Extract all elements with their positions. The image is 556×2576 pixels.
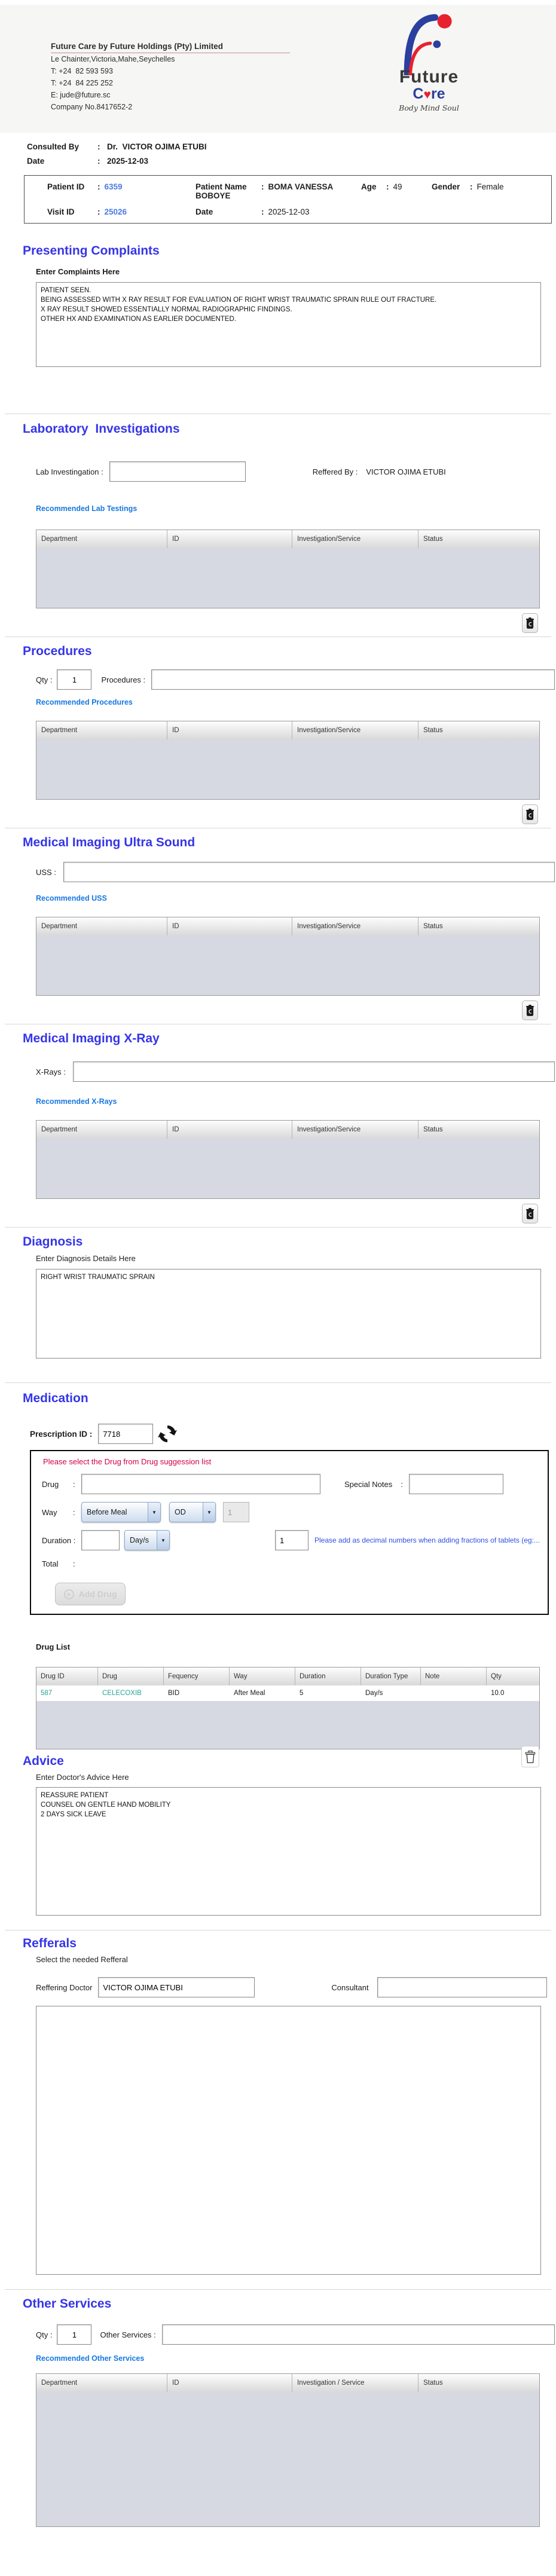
lab-header-department: Department (36, 530, 167, 548)
procedures-qty-input[interactable] (57, 669, 91, 690)
other-services-input[interactable] (162, 2324, 555, 2345)
medication-heading: Medication (23, 1391, 88, 1405)
xray-field-label: X-Rays : (36, 1067, 66, 1076)
prescription-id-label: Prescription ID : (30, 1429, 93, 1439)
procedures-field-label: Procedures : (101, 675, 146, 684)
frequency-dropdown-value: OD (175, 1508, 186, 1516)
special-notes-label: Special Notes (344, 1479, 393, 1489)
patient-name-value: BOMA VANESSA BOBOYE (195, 182, 333, 200)
chevron-down-icon: ▼ (157, 1531, 169, 1550)
lab-delete-button[interactable] (522, 613, 538, 633)
other-header-department: Department (36, 2374, 167, 2392)
complaints-label: Enter Complaints Here (36, 267, 120, 276)
xray-heading: Medical Imaging X-Ray (23, 1032, 160, 1045)
referrals-heading: Refferals (23, 1936, 77, 1950)
consult-date-row: Date : 2025-12-03 (27, 157, 149, 166)
chevron-down-icon: ▼ (148, 1503, 160, 1522)
xray-table-empty-body (36, 1139, 539, 1198)
patient-age-field: Age : 49 (361, 182, 402, 191)
other-services-qty-label: Qty : (36, 2330, 53, 2339)
drug-header-way: Way (230, 1668, 295, 1685)
procedures-heading: Procedures (23, 644, 92, 658)
company-address: Le Chainter,Victoria,Mahe,Seychelles (51, 55, 175, 63)
way-label: Way (42, 1507, 57, 1517)
drug-list-table (36, 1667, 540, 1749)
uss-table (36, 917, 540, 996)
patient-info-box (24, 175, 552, 224)
visit-date-value: 2025-12-03 (268, 207, 310, 216)
drug-cell-duration-type: Day/s (361, 1685, 421, 1701)
uss-heading: Medical Imaging Ultra Sound (23, 836, 195, 849)
procedures-header-id: ID (167, 721, 292, 739)
lab-header-status: Status (418, 530, 539, 548)
drug-header-qty: Qty (487, 1668, 539, 1685)
patient-id-label: Patient ID (47, 182, 85, 191)
trash-icon (526, 617, 534, 629)
refresh-icon[interactable] (158, 1424, 177, 1443)
xray-input[interactable] (73, 1061, 555, 1082)
duration-label: Duration : (42, 1535, 76, 1545)
xray-header-id: ID (167, 1121, 292, 1139)
page-header (0, 5, 556, 133)
patient-gender-field: Gender : Female (432, 182, 504, 191)
lab-header-investigation: Investigation/Service (292, 530, 418, 548)
advice-heading: Advice (23, 1754, 64, 1768)
other-header-status: Status (418, 2374, 539, 2392)
company-info (51, 42, 290, 133)
advice-label: Enter Doctor's Advice Here (36, 1773, 129, 1782)
trash-icon (526, 1207, 534, 1220)
trash-icon (526, 808, 534, 821)
procedures-header-investigation: Investigation/Service (292, 721, 418, 739)
drug-table-empty-area (36, 1701, 539, 1749)
diagnosis-textarea[interactable] (36, 1269, 541, 1359)
patient-age-label: Age (361, 182, 377, 191)
visit-date-field: Date : 2025-12-03 (195, 207, 310, 216)
uss-header-department: Department (36, 917, 167, 935)
drug-suggestion-warning: Please select the Drug from Drug suggession list (43, 1457, 212, 1466)
procedures-table-empty-body (36, 739, 539, 799)
trash-icon (526, 1004, 534, 1017)
diagnosis-heading: Diagnosis (23, 1235, 83, 1249)
drug-cell-duration: 5 (295, 1685, 361, 1701)
company-registration-number: Company No.8417652-2 (51, 103, 133, 111)
patient-age-value: 49 (393, 182, 402, 191)
reffering-doctor-label: Reffering Doctor (36, 1983, 93, 1992)
add-drug-button[interactable] (55, 1583, 126, 1605)
uss-table-empty-body (36, 935, 539, 995)
recommended-other-services-link[interactable]: Recommended Other Services (36, 2354, 145, 2363)
company-logo (374, 11, 484, 133)
drug-cell-qty: 10.0 (487, 1685, 539, 1701)
section-divider (5, 1227, 551, 1228)
uss-input[interactable] (63, 862, 555, 882)
recommended-uss-link[interactable]: Recommended USS (36, 894, 107, 902)
lab-header-id: ID (167, 530, 292, 548)
recommended-xrays-link[interactable]: Recommended X-Rays (36, 1097, 117, 1106)
other-header-investigation: Investigation / Service (292, 2374, 418, 2392)
drug-header-note: Note (421, 1668, 487, 1685)
drug-header-drug: Drug (98, 1668, 164, 1685)
procedures-header-department: Department (36, 721, 167, 739)
visit-id-label: Visit ID (47, 207, 75, 216)
meal-dropdown-value: Before Meal (87, 1508, 127, 1516)
dose-input[interactable] (223, 1502, 249, 1522)
special-notes-input[interactable] (409, 1474, 503, 1494)
lab-reffered-value: VICTOR OJIMA ETUBI (366, 467, 446, 476)
section-divider (5, 1930, 551, 1931)
add-drug-label: Add Drug (78, 1589, 117, 1599)
consultant-input[interactable] (377, 1977, 547, 1997)
complaints-textarea[interactable] (36, 282, 541, 367)
presenting-complaints-heading: Presenting Complaints (23, 244, 160, 258)
section-divider (5, 1382, 551, 1383)
patient-name-field: Patient Name : BOMA VANESSA BOBOYE (195, 182, 333, 200)
drug-cell-id: 587 (36, 1685, 98, 1701)
drug-header-id: Drug ID (36, 1668, 98, 1685)
other-services-qty-input[interactable] (57, 2324, 91, 2345)
company-phone-1: T: +24 82 593 593 (51, 67, 113, 75)
duration-input[interactable] (81, 1530, 120, 1550)
lab-table-empty-body (36, 548, 539, 608)
drug-cell-frequency: BID (164, 1685, 230, 1701)
consulted-by-row: Consulted By : Dr. VICTOR OJIMA ETUBI (27, 142, 207, 151)
xray-header-department: Department (36, 1121, 167, 1139)
company-phone-2: T: +24 84 225 252 (51, 79, 113, 87)
lab-field-label: Lab Investingation : (36, 467, 103, 476)
patient-id-value: 6359 (104, 182, 123, 191)
lab-reffered-label: Reffered By : (312, 467, 358, 476)
lab-table (36, 530, 540, 608)
prescription-id-input[interactable] (98, 1424, 153, 1444)
drug-cell-drug: CELECOXIB (98, 1685, 164, 1701)
logo-tagline: Body Mind Soul (399, 103, 459, 112)
uss-header-id: ID (167, 917, 292, 935)
patient-gender-label: Gender (432, 182, 460, 191)
referrals-label: Select the needed Refferal (36, 1955, 128, 1964)
drug-label: Drug (42, 1479, 59, 1489)
meal-dropdown[interactable] (81, 1502, 161, 1522)
company-name: Future Care by Future Holdings (Pty) Limited (51, 42, 290, 53)
uss-field-label: USS : (36, 867, 56, 877)
xray-delete-button[interactable] (522, 1204, 538, 1223)
patient-id-field: Patient ID : 6359 (47, 182, 123, 191)
chevron-down-icon: ▼ (203, 1503, 215, 1522)
advice-textarea[interactable] (36, 1787, 541, 1916)
trash-outline-icon (525, 1750, 536, 1764)
recommended-procedures-link[interactable]: Recommended Procedures (36, 698, 133, 706)
uss-header-status: Status (418, 917, 539, 935)
recommended-lab-testings-link[interactable]: Recommended Lab Testings (36, 504, 138, 513)
procedures-table (36, 721, 540, 800)
xray-header-status: Status (418, 1121, 539, 1139)
procedures-input[interactable] (151, 669, 555, 690)
other-header-id: ID (167, 2374, 292, 2392)
other-services-heading: Other Services (23, 2297, 112, 2311)
drug-cell-way: After Meal (230, 1685, 295, 1701)
drug-list-label: Drug List (36, 1642, 71, 1651)
visit-id-field: Visit ID : 25026 (47, 207, 127, 216)
drug-entry-panel: Please select the Drug from Drug suggession list Drug : Special Notes : Way : Before Meal ▼ OD ▼ 1 Duration : Day/s ▼ 1 Please add as decimal numbers when adding fractions of tablets (eg:... Total : + Add Drug (30, 1450, 549, 1615)
other-services-field-label: Other Services : (100, 2330, 156, 2339)
consulted-by-label: Consulted By (27, 142, 80, 151)
drug-header-duration: Duration (295, 1668, 361, 1685)
drug-header-frequency: Fequency (164, 1668, 230, 1685)
drug-cell-note (421, 1685, 487, 1701)
referral-list[interactable] (36, 2006, 541, 2275)
other-services-table-empty-body (36, 2392, 539, 2526)
procedures-header-status: Status (418, 721, 539, 739)
diagnosis-label: Enter Diagnosis Details Here (36, 1254, 136, 1263)
patient-gender-value: Female (476, 182, 504, 191)
patient-name-label: Patient Name (195, 182, 247, 191)
procedures-qty-label: Qty : (36, 675, 53, 684)
lab-investigation-input[interactable] (109, 461, 246, 482)
consulted-by-value: Dr. VICTOR OJIMA ETUBI (107, 142, 207, 151)
drug-header-duration-type: Duration Type (361, 1668, 421, 1685)
logo-f-mark-icon (393, 11, 465, 75)
consult-date-value: 2025-12-03 (107, 157, 149, 166)
uss-delete-button[interactable] (522, 1001, 538, 1020)
duration-type-value: Day/s (130, 1536, 149, 1544)
fraction-hint: Please add as decimal numbers when adding fractions of tablets (eg:... (314, 1536, 540, 1544)
consult-date-label: Date (27, 157, 45, 166)
uss-header-investigation: Investigation/Service (292, 917, 418, 935)
duration-type-dropdown[interactable] (124, 1530, 170, 1550)
plus-circle-icon: + (64, 1589, 74, 1599)
fraction-input[interactable] (275, 1530, 308, 1550)
xray-table (36, 1120, 540, 1199)
consultant-label: Consultant (331, 1983, 369, 1992)
other-services-table (36, 2373, 540, 2527)
logo-word-future: Future (399, 67, 459, 87)
drug-input[interactable] (81, 1474, 320, 1494)
company-email: E: jude@future.sc (51, 91, 111, 99)
drug-table-row[interactable] (36, 1685, 539, 1701)
drug-delete-button[interactable] (521, 1746, 539, 1767)
visit-date-label: Date (195, 207, 213, 216)
logo-word-care: C♥re (413, 85, 445, 102)
visit-id-value: 25026 (104, 207, 127, 216)
lab-heading: Laboratory Investigations (23, 422, 180, 436)
reffering-doctor-input[interactable] (98, 1977, 255, 1997)
procedures-delete-button[interactable] (522, 804, 538, 824)
section-divider (5, 2289, 551, 2290)
frequency-dropdown[interactable] (169, 1502, 216, 1522)
xray-header-investigation: Investigation/Service (292, 1121, 418, 1139)
total-label: Total (42, 1559, 59, 1568)
heart-icon: ♥ (423, 88, 431, 102)
